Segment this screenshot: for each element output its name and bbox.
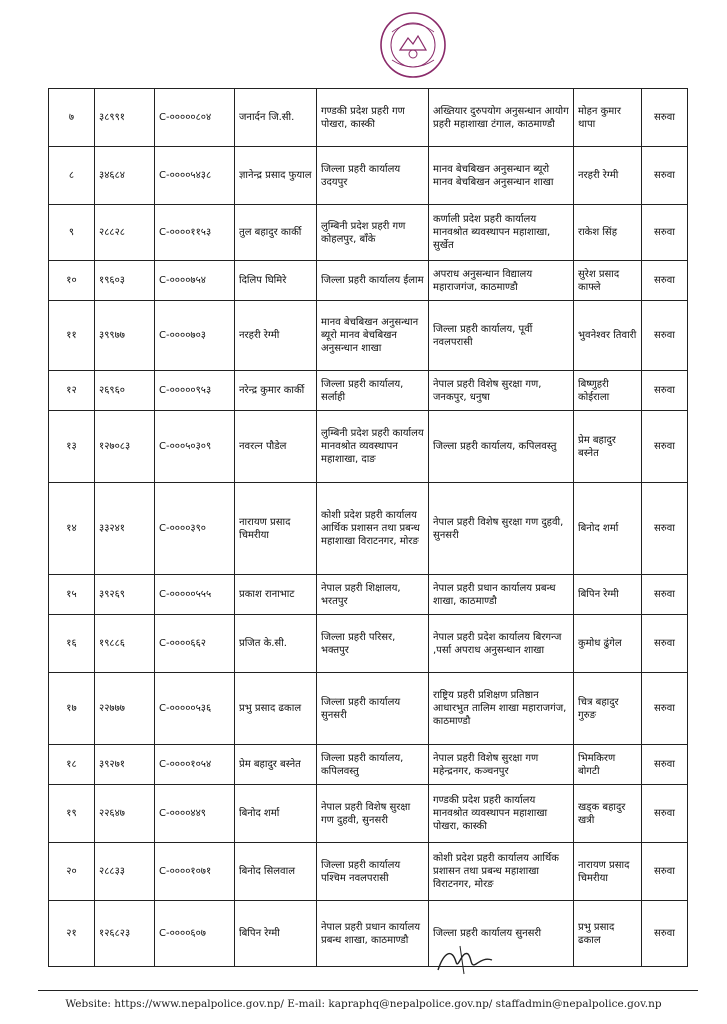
serial-number-cell: १३ bbox=[49, 411, 95, 483]
replacement-cell: प्रेम बहादुर बस्नेत bbox=[574, 411, 642, 483]
new-office-cell: कोशी प्रदेश प्रहरी कार्यालय आर्थिक प्रशासन तथा प्रबन्ध महाशाखा विराटनगर, मोरङ bbox=[429, 843, 574, 901]
replacement-cell: प्रभु प्रसाद ढकाल bbox=[574, 901, 642, 967]
current-office-cell: जिल्ला प्रहरी कार्यालय सुनसरी bbox=[317, 673, 429, 745]
action-cell: सरुवा bbox=[642, 147, 688, 205]
serial-number-cell: १४ bbox=[49, 483, 95, 575]
new-office-cell: जिल्ला प्रहरी कार्यालय सुनसरी bbox=[429, 901, 574, 967]
name-cell: प्रजित के.सी. bbox=[235, 615, 317, 673]
table-row bbox=[49, 371, 688, 411]
new-office-cell: कर्णाली प्रदेश प्रहरी कार्यालय मानवश्रोत ब्यवस्थापन महाशाखा, सुर्खेत bbox=[429, 205, 574, 261]
code-cell: C-०००००८०४ bbox=[155, 89, 235, 147]
police-id-cell: ३८९९१ bbox=[95, 89, 155, 147]
new-office-cell: जिल्ला प्रहरी कार्यालय, कपिलवस्तु bbox=[429, 411, 574, 483]
serial-number-cell: २१ bbox=[49, 901, 95, 967]
serial-number-cell: १० bbox=[49, 261, 95, 301]
replacement-cell: बिष्णुहरी कोईराला bbox=[574, 371, 642, 411]
replacement-cell: बिपिन रेग्मी bbox=[574, 575, 642, 615]
table-row bbox=[49, 745, 688, 785]
serial-number-cell: ११ bbox=[49, 301, 95, 371]
name-cell: नरहरी रेग्मी bbox=[235, 301, 317, 371]
code-cell: C-००००६०७ bbox=[155, 901, 235, 967]
serial-number-cell: १८ bbox=[49, 745, 95, 785]
new-office-cell: अख्तियार दुरुपयोग अनुसन्धान आयोग प्रहरी महाशाखा टंगाल, काठमाण्डौ bbox=[429, 89, 574, 147]
replacement-cell: कुमोध ढुंगेल bbox=[574, 615, 642, 673]
action-cell: सरुवा bbox=[642, 785, 688, 843]
current-office-cell: मानव बेचबिखन अनुसन्धान ब्यूरो मानव बेचबिखन अनुसन्धान शाखा bbox=[317, 301, 429, 371]
name-cell: बिपिन रेग्मी bbox=[235, 901, 317, 967]
table-row bbox=[49, 483, 688, 575]
name-cell: प्रकाश रानाभाट bbox=[235, 575, 317, 615]
replacement-cell: राकेश सिंह bbox=[574, 205, 642, 261]
name-cell: नवरत्न पौडेल bbox=[235, 411, 317, 483]
current-office-cell: जिल्ला प्रहरी कार्यालय पश्चिम नवलपरासी bbox=[317, 843, 429, 901]
name-cell: प्रभु प्रसाद ढकाल bbox=[235, 673, 317, 745]
replacement-cell: भिमकिरण बोगटी bbox=[574, 745, 642, 785]
action-cell: सरुवा bbox=[642, 301, 688, 371]
table-row bbox=[49, 411, 688, 483]
serial-number-cell: २० bbox=[49, 843, 95, 901]
code-cell: C-००००३९० bbox=[155, 483, 235, 575]
table-row bbox=[49, 615, 688, 673]
action-cell: सरुवा bbox=[642, 843, 688, 901]
code-cell: C-००००७०३ bbox=[155, 301, 235, 371]
name-cell: बिनोद शर्मा bbox=[235, 785, 317, 843]
police-id-cell: १९८८६ bbox=[95, 615, 155, 673]
police-id-cell: ३९२६९ bbox=[95, 575, 155, 615]
action-cell: सरुवा bbox=[642, 205, 688, 261]
table-row bbox=[49, 301, 688, 371]
replacement-cell: भुवनेश्वर तिवारी bbox=[574, 301, 642, 371]
current-office-cell: गण्डकी प्रदेश प्रहरी गण पोखरा, कास्की bbox=[317, 89, 429, 147]
name-cell: प्रेम बहादुर बस्नेत bbox=[235, 745, 317, 785]
name-cell: नरेन्द्र कुमार कार्की bbox=[235, 371, 317, 411]
police-id-cell: ३९९७७ bbox=[95, 301, 155, 371]
action-cell: सरुवा bbox=[642, 575, 688, 615]
replacement-cell: सुरेश प्रसाद काफ्ले bbox=[574, 261, 642, 301]
serial-number-cell: १५ bbox=[49, 575, 95, 615]
action-cell: सरुवा bbox=[642, 261, 688, 301]
code-cell: C-००००६६२ bbox=[155, 615, 235, 673]
code-cell: C-००००१०७१ bbox=[155, 843, 235, 901]
action-cell: सरुवा bbox=[642, 673, 688, 745]
new-office-cell: नेपाल प्रहरी विशेष सुरक्षा गण महेन्द्रनगर, कञ्चनपुर bbox=[429, 745, 574, 785]
footer-contact: Website: https://www.nepalpolice.gov.np/ E-mail: kapraphq@nepalpolice.gov.np/ staffadmin@nepalpolice.gov.np bbox=[65, 998, 662, 1010]
current-office-cell: नेपाल प्रहरी प्रधान कार्यालय प्रबन्ध शाखा, काठमाण्डौ bbox=[317, 901, 429, 967]
new-office-cell: गण्डकी प्रदेश प्रहरी कार्यालय मानवश्रोत व्यवस्थापन महाशाखा पोखरा, कास्की bbox=[429, 785, 574, 843]
table-row bbox=[49, 89, 688, 147]
current-office-cell: जिल्ला प्रहरी कार्यालय ईलाम bbox=[317, 261, 429, 301]
police-id-cell: १२६८२३ bbox=[95, 901, 155, 967]
new-office-cell: नेपाल प्रहरी विशेष सुरक्षा गण, जनकपुर, धनुषा bbox=[429, 371, 574, 411]
replacement-cell: नरहरी रेग्मी bbox=[574, 147, 642, 205]
replacement-cell: चित्र बहादुर गुरुङ bbox=[574, 673, 642, 745]
new-office-cell: मानव बेचबिखन अनुसन्धान ब्यूरो मानव बेचबिखन अनुसन्धान शाखा bbox=[429, 147, 574, 205]
table-row bbox=[49, 205, 688, 261]
new-office-cell: नेपाल प्रहरी विशेष सुरक्षा गण दुहवी, सुनसरी bbox=[429, 483, 574, 575]
new-office-cell: अपराध अनुसन्धान विद्यालय महाराजगंज, काठमाण्डौ bbox=[429, 261, 574, 301]
table-row bbox=[49, 785, 688, 843]
new-office-cell: नेपाल प्रहरी प्रदेश कार्यालय बिरगन्ज ,पर्सा अपराध अनुसन्धान शाखा bbox=[429, 615, 574, 673]
code-cell: C-००००७५४ bbox=[155, 261, 235, 301]
code-cell: C-०००००५३६ bbox=[155, 673, 235, 745]
new-office-cell: राष्ट्रिय प्रहरी प्रशिक्षण प्रतिष्ठान आधारभुत तालिम शाखा महाराजगंज, काठमाण्डौ bbox=[429, 673, 574, 745]
police-id-cell: ३३२४१ bbox=[95, 483, 155, 575]
code-cell: C-००००११५३ bbox=[155, 205, 235, 261]
current-office-cell: जिल्ला प्रहरी कार्यालय उदयपुर bbox=[317, 147, 429, 205]
serial-number-cell: १७ bbox=[49, 673, 95, 745]
action-cell: सरुवा bbox=[642, 615, 688, 673]
serial-number-cell: ९ bbox=[49, 205, 95, 261]
action-cell: सरुवा bbox=[642, 901, 688, 967]
police-id-cell: ३४६८४ bbox=[95, 147, 155, 205]
police-id-cell: २८८३३ bbox=[95, 843, 155, 901]
serial-number-cell: ८ bbox=[49, 147, 95, 205]
current-office-cell: नेपाल प्रहरी विशेष सुरक्षा गण दुहवी, सुनसरी bbox=[317, 785, 429, 843]
table-row bbox=[49, 147, 688, 205]
table-row bbox=[49, 261, 688, 301]
table-row bbox=[49, 843, 688, 901]
police-id-cell: ३९२७१ bbox=[95, 745, 155, 785]
current-office-cell: जिल्ला प्रहरी परिसर, भक्तपुर bbox=[317, 615, 429, 673]
action-cell: सरुवा bbox=[642, 745, 688, 785]
current-office-cell: लुम्बिनी प्रदेश प्रहरी गण कोहलपुर, बाँके bbox=[317, 205, 429, 261]
code-cell: C-००००४४९ bbox=[155, 785, 235, 843]
name-cell: दिलिप घिमिरे bbox=[235, 261, 317, 301]
footer-divider bbox=[38, 990, 698, 991]
action-cell: सरुवा bbox=[642, 371, 688, 411]
replacement-cell: खड्क बहादुर खत्री bbox=[574, 785, 642, 843]
current-office-cell: जिल्ला प्रहरी कार्यालय, सर्लाही bbox=[317, 371, 429, 411]
current-office-cell: कोशी प्रदेश प्रहरी कार्यालय आर्थिक प्रशासन तथा प्रबन्ध महाशाखा विराटनगर, मोरङ bbox=[317, 483, 429, 575]
replacement-cell: नारायण प्रसाद चिमरीया bbox=[574, 843, 642, 901]
code-cell: C-००००५४३८ bbox=[155, 147, 235, 205]
replacement-cell: मोहन कुमार थापा bbox=[574, 89, 642, 147]
action-cell: सरुवा bbox=[642, 411, 688, 483]
name-cell: तुल बहादुर कार्की bbox=[235, 205, 317, 261]
signature bbox=[430, 940, 500, 980]
name-cell: जनार्दन जि.सी. bbox=[235, 89, 317, 147]
replacement-cell: बिनोद शर्मा bbox=[574, 483, 642, 575]
code-cell: C-०००००९५३ bbox=[155, 371, 235, 411]
transfer-table bbox=[48, 88, 688, 967]
code-cell: C-००००१०५४ bbox=[155, 745, 235, 785]
new-office-cell: नेपाल प्रहरी प्रधान कार्यालय प्रबन्ध शाखा, काठमाण्डौ bbox=[429, 575, 574, 615]
table-row bbox=[49, 575, 688, 615]
name-cell: नारायण प्रसाद चिमरीया bbox=[235, 483, 317, 575]
action-cell: सरुवा bbox=[642, 483, 688, 575]
serial-number-cell: ७ bbox=[49, 89, 95, 147]
current-office-cell: जिल्ला प्रहरी कार्यालय, कपिलवस्तु bbox=[317, 745, 429, 785]
new-office-cell: जिल्ला प्रहरी कार्यालय, पूर्वी नवलपरासी bbox=[429, 301, 574, 371]
police-id-cell: २६९६० bbox=[95, 371, 155, 411]
serial-number-cell: १२ bbox=[49, 371, 95, 411]
name-cell: बिनोद सिलवाल bbox=[235, 843, 317, 901]
police-id-cell: १९६०३ bbox=[95, 261, 155, 301]
police-id-cell: २२७७७ bbox=[95, 673, 155, 745]
table-row bbox=[49, 673, 688, 745]
current-office-cell: लुम्बिनी प्रदेश प्रहरी कार्यालय मानवश्रोत व्यवस्थापन महाशाखा, दाङ bbox=[317, 411, 429, 483]
police-id-cell: २८८२८ bbox=[95, 205, 155, 261]
table-row bbox=[49, 901, 688, 967]
transfer-table-body bbox=[49, 89, 688, 967]
police-id-cell: २२६४७ bbox=[95, 785, 155, 843]
police-id-cell: १२७०८३ bbox=[95, 411, 155, 483]
current-office-cell: नेपाल प्रहरी शिक्षालय, भरतपुर bbox=[317, 575, 429, 615]
name-cell: ज्ञानेन्द्र प्रसाद फुयाल bbox=[235, 147, 317, 205]
code-cell: C-०००५०३०९ bbox=[155, 411, 235, 483]
action-cell: सरुवा bbox=[642, 89, 688, 147]
serial-number-cell: १९ bbox=[49, 785, 95, 843]
office-seal bbox=[378, 10, 448, 80]
serial-number-cell: १६ bbox=[49, 615, 95, 673]
code-cell: C-०००००५५५ bbox=[155, 575, 235, 615]
